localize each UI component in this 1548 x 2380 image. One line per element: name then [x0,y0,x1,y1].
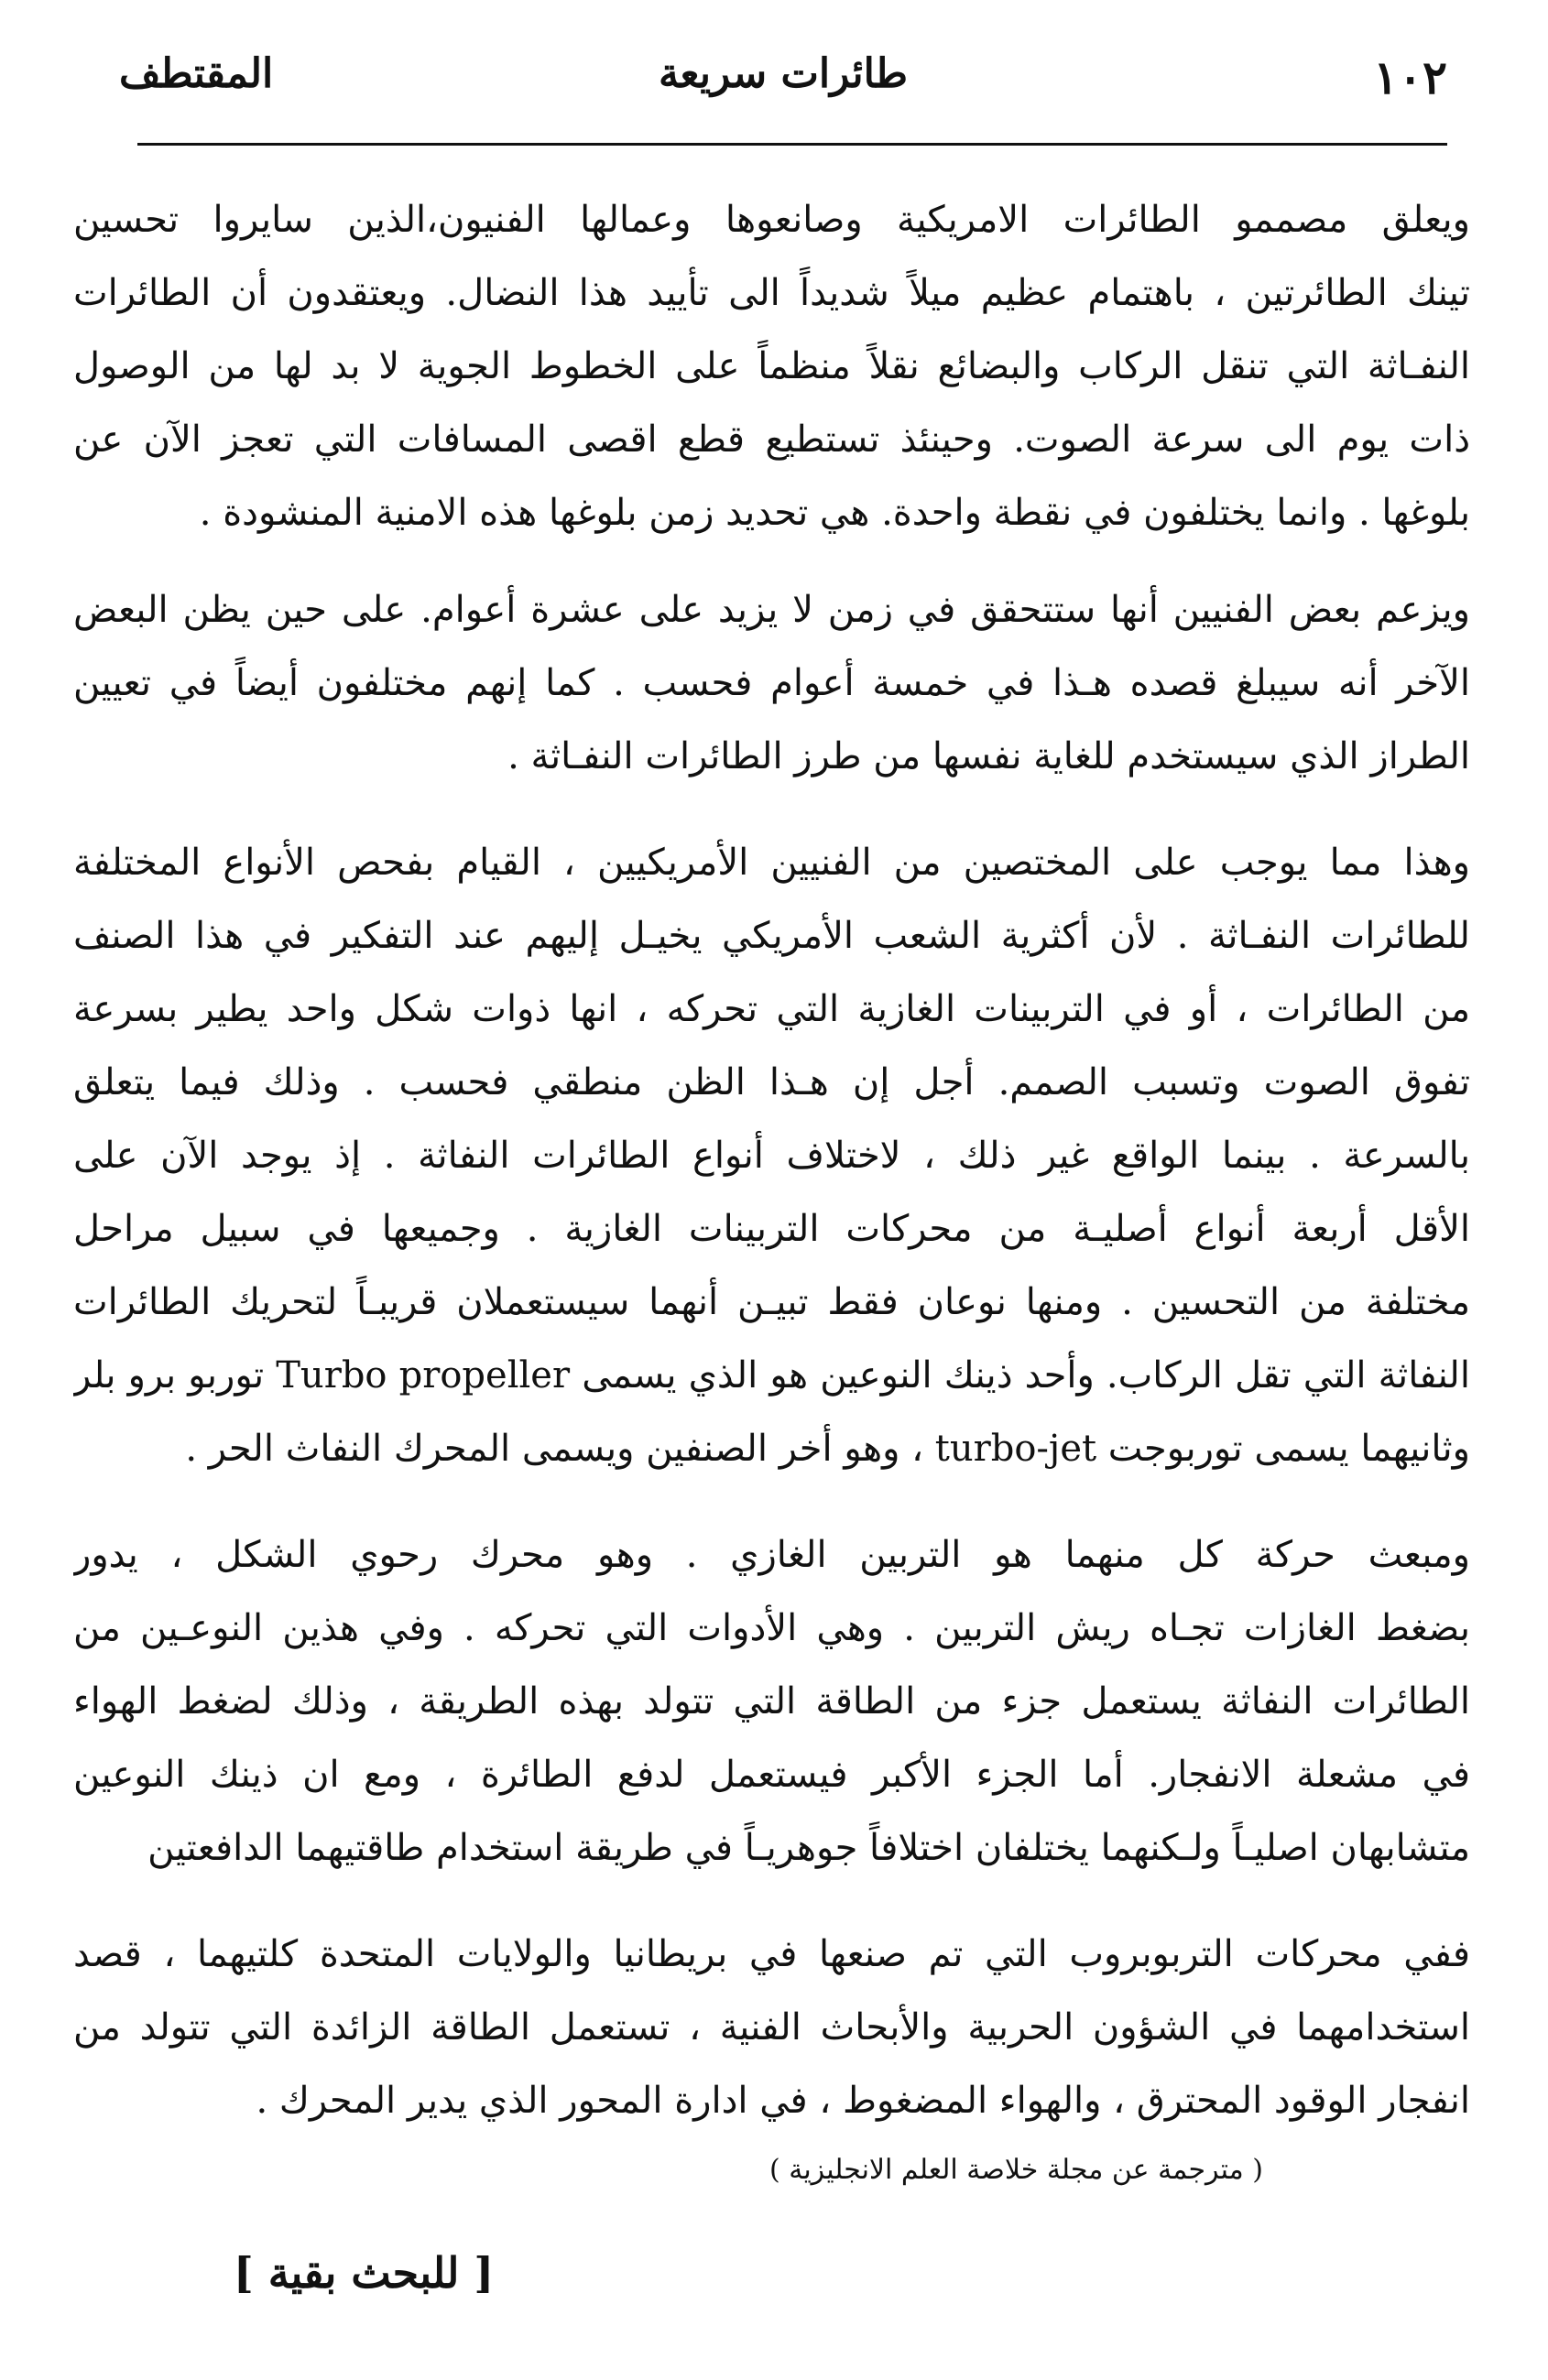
text-line: وهذا مما يوجب على المختصين من الفنيين الأمريكيين ، القيام بفحص الأنواع المختلفة [73,842,1470,884]
page-header [119,50,1447,124]
text-line: استخدامهما في الشؤون الحربية والأبحاث الفنية ، تستعمل الطاقة الزائدة التي تتولد من [73,2006,1470,2049]
text-line: في مشعلة الانفجار. أما الجزء الأكبر فيستعمل لدفع الطائرة ، ومع ان ذينك النوعين [73,1754,1470,1796]
paragraph-gap [73,1885,1470,1918]
paragraph-1 [73,183,1470,549]
text-line: من الطائرات ، أو في التربينات الغازية التي تحركه ، انها ذوات شكل واحد يطير بسرعة [73,988,1470,1030]
text-line: ويعلق مصممو الطائرات الامريكية وصانعوها وعمالها الفنيون،الذين سايروا تحسين [73,199,1470,241]
paragraph-gap [73,1485,1470,1518]
paragraph-2 [73,573,1470,793]
text-line: ويزعم بعض الفنيين أنها ستتحقق في زمن لا يزيد على عشرة أعوام. على حين يظن البعض [73,589,1470,631]
text-line: وثانيهما يسمى توربوجت turbo-jet ، وهو أخر الصنفين ويسمى المحرك النفاث الحر . [185,1428,1470,1470]
paragraph-4 [73,1518,1470,1885]
text-line: تفوق الصوت وتسبب الصمم. أجل إن هـذا الظن منطقي فحسب . وذلك فيما يتعلق [73,1061,1470,1103]
text-line: تينك الطائرتين ، باهتمام عظيم ميلاً شديداً الى تأييد هذا النضال. ويعتقدون أن الطائرات [73,272,1470,314]
page-number: ١٠٢ [1373,50,1447,104]
running-title: طائرات سريعة [658,50,909,97]
article-body [73,183,1470,2137]
text-line: بالسرعة . بينما الواقع غير ذلك ، لاختلاف أنواع الطائرات النفاثة . إذ يوجد الآن على [73,1135,1470,1177]
paragraph-3 [73,826,1470,1485]
text-line: ومبعث حركة كل منهما هو التربين الغازي . وهو محرك رحوي الشكل ، يدور [73,1534,1470,1576]
text-line: الأقل أربعة أنواع أصليـة من محركات التربينات الغازية . وجميعها في سبيل مراحل [73,1208,1470,1250]
paragraph-gap [73,549,1470,573]
text-line: الآخر أنه سيبلغ قصده هـذا في خمسة أعوام فحسب . كما إنهم مختلفون أيضاً في تعيين [73,662,1470,704]
paragraph-gap [73,793,1470,826]
text-line: الطائرات النفاثة يستعمل جزء من الطاقة التي تتولد بهذه الطريقة ، وذلك لضغط الهواء [73,1680,1470,1723]
journal-name: المقتطف [119,50,274,97]
text-line: بضغط الغازات تجـاه ريش التربين . وهي الأدوات التي تحركه . وفي هذين النوعـين من [73,1607,1470,1649]
text-line: النفـاثة التي تنقل الركاب والبضائع نقلاً منظماً على الخطوط الجوية لا بد لها من الوصول [73,345,1470,387]
continuation-note: [ للبحث بقية ] [234,2248,495,2298]
text-line: مختلفة من التحسين . ومنها نوعان فقط تبيـن أنهما سيستعملان قريبـاً لتحريك الطائرات [73,1281,1470,1323]
paragraph-5 [73,1918,1470,2137]
text-line: ذات يوم الى سرعة الصوت. وحينئذ تستطيع قطع اقصى المسافات التي تعجز الآن عن [73,418,1470,461]
text-line: متشابهان اصليـاً ولـكنهما يختلفان اختلافاً جوهريـاً في طريقة استخدام طاقتيهما الدافعتين [147,1827,1470,1869]
text-line: ففي محركات التربوبروب التي تم صنعها في بريطانيا والولايات المتحدة كلتيهما ، قصد [73,1933,1470,1975]
source-citation: ( مترجمة عن مجلة خلاصة العلم الانجليزية ) [769,2154,1263,2186]
text-line: الطراز الذي سيستخدم للغاية نفسها من طرز الطائرات النفـاثة . [507,735,1470,777]
text-line: للطائرات النفـاثة . لأن أكثرية الشعب الأمريكي يخيـل إليهم عند التفكير في هذا الصنف [73,915,1470,957]
text-line: النفاثة التي تقل الركاب. وأحد ذينك النوعين هو الذي يسمى Turbo propeller توربو برو بلر [73,1354,1470,1396]
header-divider [137,143,1447,146]
text-line: انفجار الوقود المحترق ، والهواء المضغوط ، في ادارة المحور الذي يدير المحرك . [256,2080,1470,2122]
text-line: بلوغها . وانما يختلفون في نقطة واحدة. هي تحديد زمن بلوغها هذه الامنية المنشودة . [199,492,1470,534]
